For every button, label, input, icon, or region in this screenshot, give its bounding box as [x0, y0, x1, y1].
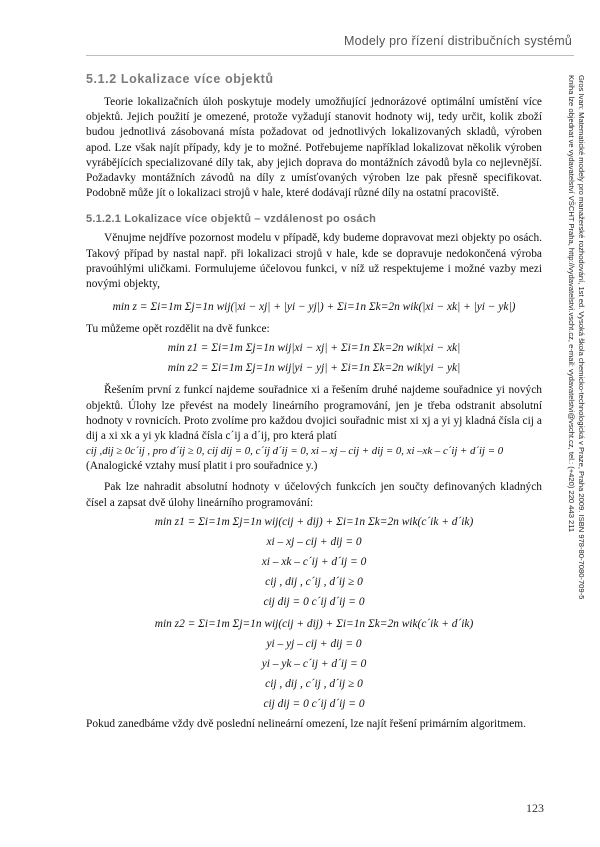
subsection-paragraph-3b: (Analogické vztahy musí platit i pro souřadnice y.) [86, 460, 318, 473]
section-heading: 5.1.2 Lokalizace více objektů [86, 72, 274, 86]
lp2-objective: min z2 = Σi=1m Σj=1n wij(cij + dij) + Σi=1n Σk=2n wik(c´ik + d´ik) [154, 617, 474, 630]
lp2-constraint-2: yi – yk – c´ij + d´ij = 0 [261, 657, 367, 670]
equation-z1: min z1 = Σi=1m Σj=1n wij|xi − xj| + Σi=1n Σk=2n wik|xi − xk| [167, 342, 461, 355]
side-citation-line1: Gros Ivan: Matematické modely pro manažerské rozhodování, 1st ed. Vysoká škola chemicko-technologická v Praze, Praha 2009. ISBN 978-80-7080-709-5 [577, 75, 586, 600]
lp1-constraint-2: xi – xk – c´ij + d´ij = 0 [261, 555, 367, 568]
running-header: Modely pro řízení distribučních systémů [343, 34, 572, 48]
lp2-constraint-1: yi – yj – cij + dij = 0 [266, 637, 362, 650]
constraint-line: cij ,dij ≥ 0c´ij , pro d´ij ≥ 0, cij dij = 0, c´ij d´ij = 0, xi – xj – cij + dij = 0, xi –xk – c´ij + d´ij = 0 [86, 445, 504, 458]
lp-problem-2 [86, 615, 542, 713]
subsection-paragraph-2: Tu můžeme opět rozdělit na dvě funkce: [86, 323, 270, 336]
section-paragraph: Teorie lokalizačních úloh poskytuje modely umožňující jednorázové optimální umístění více objektů. Jejich použití je omezené, protože vyžadují stanovit hodnoty wij, tedy určit, kolik zboží budou jednotlivá zásobovaná místa požadovat od jednotlivých lokalizovaných skladů, výroben apod. Lze však najít případy, kdy je to možné. Potřebujeme například lokalizovat několik výroben vyrábějících specializované díly tak, aby jejich doprava do montážních závodů byla co nejlevnější. Požadavky montážních závodů na díly z umísťovaných výroben lze pak přesně specifikovat. Podobně může jít o lokalizaci strojů v hale, které dodávají různé díly na ostatní pracoviště. [86, 96, 542, 200]
equation-z2: min z2 = Σi=1m Σj=1n wij|yi − yj| + Σi=1n Σk=2n wik|yi − yk| [167, 362, 461, 375]
lp1-constraint-1: xi – xj – cij + dij = 0 [266, 535, 362, 548]
subsection-heading: 5.1.2.1 Lokalizace více objektů – vzdálenost po osách [86, 213, 376, 226]
subsection-paragraph-1: Věnujme nejdříve pozornost modelu v případě, kdy budeme dopravovat mezi objekty po osách. Takový případ by nastal např. při lokalizaci strojů v hale, kde se dopravuje nedokončená výroba pravoúhlými uličkami. Formulujeme účelovou funkci, v níž už respektujeme i možné vazby mezi novými objekty, [86, 232, 542, 291]
page-number: 123 [526, 801, 544, 815]
subsection-paragraph-5: Pokud zanedbáme vždy dvě poslední nelineární omezení, lze najít řešení primárním algoritmem. [86, 717, 526, 730]
lp2-constraint-4: cij dij = 0 c´ij d´ij = 0 [263, 697, 365, 710]
lp1-objective: min z1 = Σi=1m Σj=1n wij(cij + dij) + Σi=1n Σk=2n wik(c´ik + d´ik) [154, 515, 474, 528]
side-citation-line2: Kniha lze objednat ve vydavatelství VŠCHT Praha, http://vydavatelstvi.vscht.cz, e-mail: vydavatelstvi@vscht.cz, tel.: (+420) 220 443 211 [567, 75, 576, 533]
main-content [86, 68, 542, 732]
equation-main: min z = Σi=1m Σj=1n wij(|xi − xj| + |yi − yj|) + Σi=1n Σk=2n wik(|xi − xk| + |yi − yk|) [112, 301, 516, 314]
subsection-paragraph-4: Pak lze nahradit absolutní hodnoty v účelových funkcích jen součty definovaných kladných čísel a zapsat dvě úlohy lineárního programování: [86, 481, 542, 509]
subsection-paragraph-3: Řešením první z funkcí najdeme souřadnice xi a řešením druhé najdeme souřadnice yi nových objektů. Úlohy lze převést na modely lineárního programování, jen je třeba odstranit absolutní hodnoty v rovnicích. Proto zvolíme pro každou dvojici souřadnic mist xi xj a yi yj kladná čísla cij a dij a xi xk a yi yk kladná čísla c´ij a d´ij, pro která platí [86, 384, 542, 443]
lp-problem-1 [86, 513, 542, 611]
header-rule [86, 55, 574, 56]
side-citation [566, 75, 586, 795]
lp1-constraint-4: cij dij = 0 c´ij d´ij = 0 [263, 595, 365, 608]
lp2-constraint-3: cij , dij , c´ij , d´ij ≥ 0 [265, 677, 363, 690]
lp1-constraint-3: cij , dij , c´ij , d´ij ≥ 0 [265, 575, 363, 588]
